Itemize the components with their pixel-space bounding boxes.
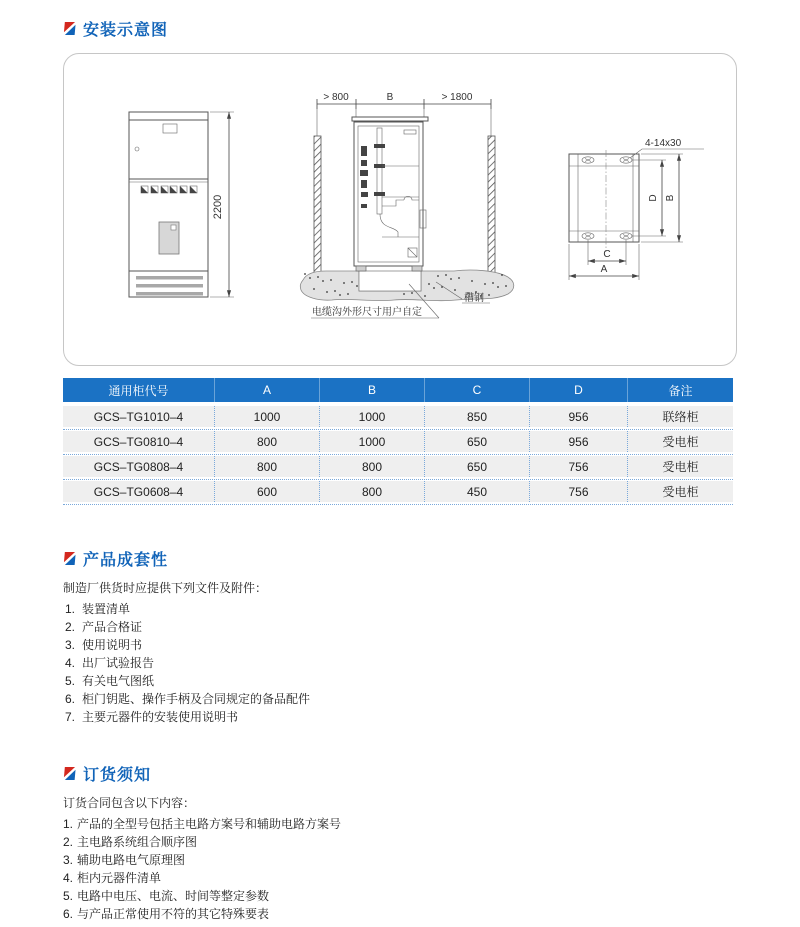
cabinet-code-cell: GCS–TG0808–4 [93,459,184,474]
dim-a-cell: 1000 [214,406,319,427]
front-indicator-row [141,186,197,193]
front-vents [136,276,203,296]
dim-b-cell: 1000 [319,406,424,427]
table-row [63,431,733,452]
cabinet-code-cell: GCS–TG1010–4 [93,409,184,424]
dim-a-label: A [600,264,608,275]
section-title: 安装示意图 [83,22,169,39]
table-header-cell: 通用柜代号 [108,383,169,398]
dim-d-cell: 956 [529,431,627,452]
list-item [63,636,737,654]
cabinet-code-cell: GCS–TG0608–4 [93,484,184,499]
list-item-number: 2. [63,835,74,849]
list-item-text: 产品合格证 [82,620,143,634]
list-item-number: 3. [63,853,74,867]
section-title: 订货须知 [83,767,152,784]
list-item [63,708,737,726]
list-item-text: 产品的全型号包括主电路方案号和辅助电路方案号 [77,817,342,831]
section-title: 产品成套性 [83,552,169,569]
section-marker-icon [63,552,76,565]
plan-dim-d [632,160,666,236]
cabinet-front-view [129,112,234,297]
slots-callout [630,138,704,158]
dim-d-label: D [648,194,659,202]
list-item-number: 4. [65,656,76,670]
table-header-cell: C [424,378,529,402]
remark-cell: 联络柜 [627,406,733,427]
plan-dim-c [588,240,626,265]
dimensions-table [63,378,733,502]
section-completeness-heading [63,547,737,570]
list-item [63,654,737,672]
mounting-plan-view [569,138,704,280]
cabinet-code-cell: GCS–TG0810–4 [93,434,184,449]
completeness-list [63,600,737,726]
dim-b-cell: 800 [319,481,424,502]
dim-b-cell: 1000 [319,431,424,452]
list-item-text: 与产品正常使用不符的其它特殊要表 [77,907,270,921]
side-components [360,146,368,208]
list-item [63,672,737,690]
dim-width-b-label: B [386,92,394,103]
section-marker-icon [63,767,76,780]
dim-a-cell: 800 [214,431,319,452]
table-header-cell: 备注 [627,378,733,402]
list-item-text: 主要元器件的安装使用说明书 [82,710,239,724]
list-item [63,600,737,618]
dim-left-clearance-label: > 800 [323,92,349,103]
installation-diagram-panel [63,53,737,366]
list-item [63,618,737,636]
dim-b-cell: 800 [319,456,424,477]
list-item-text: 主电路系统组合顺序图 [77,835,198,849]
dim-a-cell: 600 [214,481,319,502]
list-item-text: 出厂试验报告 [82,656,155,670]
list-item [63,887,737,905]
list-item [63,905,737,923]
list-item-text: 使用说明书 [82,638,143,652]
dim-d-cell: 956 [529,406,627,427]
remark-cell: 受电柜 [627,456,733,477]
section-ordering-heading [63,762,737,785]
cable-trench [359,271,421,291]
ordering-intro: 订货合同包含以下内容： [63,796,196,810]
dim-c-cell: 650 [424,456,529,477]
remark-cell: 受电柜 [627,431,733,452]
table-header-cell: B [319,378,424,402]
list-item-number: 7. [65,710,76,724]
dim-c-cell: 650 [424,431,529,452]
list-item-number: 5. [65,674,76,688]
dim-c-label: C [603,249,611,260]
table-body [63,406,733,502]
completeness-intro: 制造厂供货时应提供下列文件及附件： [63,581,268,595]
right-wall [488,136,495,276]
installation-diagram [64,54,737,366]
page [0,17,800,923]
list-item-text: 电路中电压、电流、时间等整定参数 [77,889,270,903]
list-item-number: 4. [63,871,74,885]
dim-d-cell: 756 [529,481,627,502]
table-header-cell: A [214,378,319,402]
list-item [63,690,737,708]
table-header-cell: D [529,378,627,402]
dim-c-cell: 850 [424,406,529,427]
list-item [63,815,737,833]
side-cabinet-body [352,117,428,271]
list-item-number: 2. [65,620,76,634]
left-wall [314,136,321,276]
mounting-slots [582,157,632,239]
list-item-number: 6. [63,907,74,921]
list-item [63,851,737,869]
table-header-row [63,378,733,402]
list-item [63,869,737,887]
slots-label: 4-14x30 [645,138,682,149]
front-height-dimension [210,112,234,297]
dim-2200-label: 2200 [212,194,224,220]
list-item-text: 有关电气图纸 [82,674,155,688]
list-item-text: 柜门钥匙、操作手柄及合同规定的备品配件 [82,692,311,706]
table-row [63,406,733,427]
cable-trench-label: 电缆沟外形尺寸用户自定 [312,307,422,318]
cabinet-side-view [300,92,513,318]
dim-right-clearance-label: > 1800 [441,92,473,103]
dim-b-label: B [665,194,676,202]
ordering-list [63,815,737,923]
remark-cell: 受电柜 [627,481,733,502]
list-item-text: 装置清单 [82,602,131,616]
list-item-number: 6. [65,692,76,706]
dim-a-cell: 800 [214,456,319,477]
list-item-number: 3. [65,638,76,652]
section-marker-icon [63,22,76,35]
list-item-text: 柜内元器件清单 [77,871,162,885]
list-item-number: 5. [63,889,74,903]
list-item [63,833,737,851]
list-item-number: 1. [65,602,76,616]
section-installation-heading [63,17,737,40]
table-row [63,481,733,502]
channel-steel-label: 槽钢 [464,293,484,304]
list-item-number: 1. [63,817,74,831]
dim-d-cell: 756 [529,456,627,477]
clearance-dimensions [317,92,491,136]
list-item-text: 辅助电路电气原理图 [77,853,186,867]
dim-c-cell: 450 [424,481,529,502]
table-row [63,456,733,477]
